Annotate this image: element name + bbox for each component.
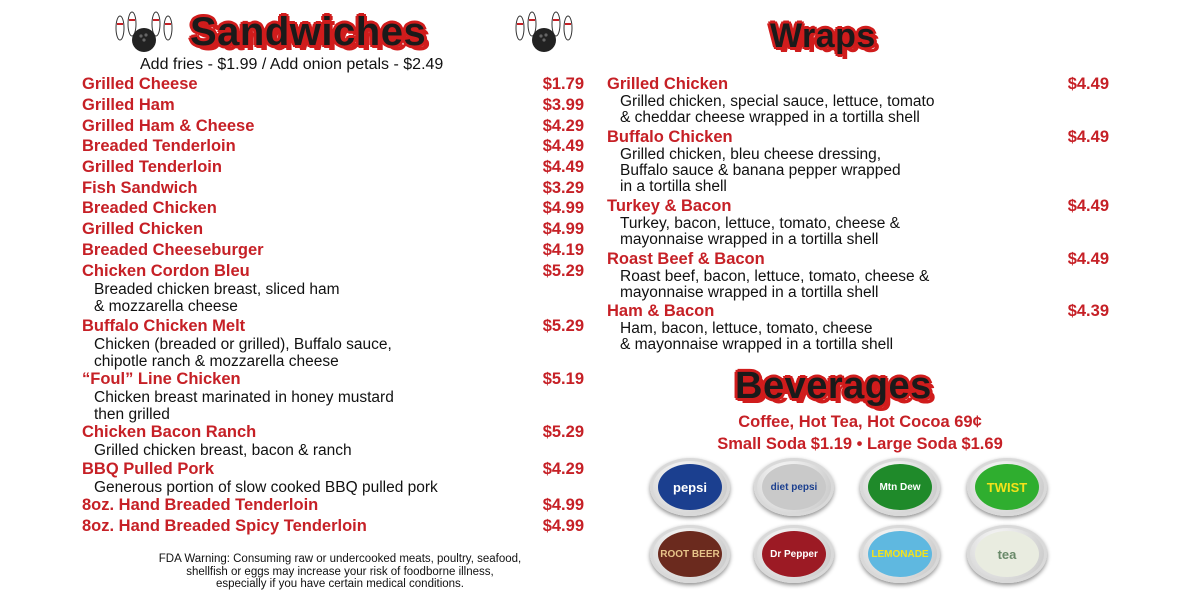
beverage-logo-text: tea (997, 546, 1017, 562)
beverage-logo-text: pepsi (673, 479, 707, 495)
sandwich-item-price: $4.99 (542, 517, 584, 535)
sandwich-item-price: $4.19 (542, 241, 584, 259)
wrap-item-price: $4.49 (1067, 197, 1109, 215)
sandwich-item-name: Grilled Ham & Cheese (82, 117, 255, 135)
beverage-logo-text: TWIST (986, 479, 1028, 495)
sandwich-item-price: $4.99 (542, 199, 584, 217)
root-beer-logo-label (658, 531, 722, 577)
sandwich-item-name: Grilled Tenderloin (82, 158, 222, 176)
fda-warning (80, 553, 600, 591)
sandwich-item-description: Generous portion of slow cooked BBQ pulled pork (94, 479, 438, 496)
sandwich-item-price: $4.29 (542, 460, 584, 478)
sandwich-item-price: $1.79 (542, 75, 584, 93)
beverages-heading: Beverages (735, 365, 932, 407)
dr-pepper-logo-icon (754, 525, 834, 583)
pepsi-logo-label (658, 464, 722, 510)
sandwich-item-description: Chicken breast marinated in honey mustard (94, 389, 394, 406)
wrap-item-description: Grilled chicken, special sauce, lettuce, tomato (620, 93, 935, 110)
wrap-item-name: Turkey & Bacon (607, 197, 732, 215)
root-beer-logo-icon (650, 525, 730, 583)
sandwich-item-name: 8oz. Hand Breaded Tenderloin (82, 496, 319, 514)
sandwich-item-name: Grilled Cheese (82, 75, 198, 93)
diet-pepsi-logo-label (762, 464, 826, 510)
sandwiches-subtitle: Add fries - $1.99 / Add onion petals - $2.49 (140, 56, 444, 73)
diet-pepsi-logo-icon (754, 458, 834, 516)
twist-logo-label (975, 464, 1039, 510)
sandwich-item-name: Buffalo Chicken Melt (82, 317, 246, 335)
sandwich-item-name: Fish Sandwich (82, 179, 198, 197)
sandwich-item-description: Chicken (breaded or grilled), Buffalo sauce, (94, 336, 392, 353)
tea-logo-icon (967, 525, 1047, 583)
soda-prices-line: Small Soda $1.19 • Large Soda $1.69 (717, 435, 1003, 453)
beverage-logo-text: diet pepsi (770, 481, 818, 493)
sandwich-item-price: $5.29 (542, 262, 584, 280)
fda-warning-line: FDA Warning: Consuming raw or undercooked meats, poultry, seafood, (158, 553, 522, 565)
sandwich-item-name: “Foul” Line Chicken (82, 370, 241, 388)
wrap-item-description: & mayonnaise wrapped in a tortilla shell (620, 336, 894, 353)
twist-logo-icon (967, 458, 1047, 516)
wrap-item-description: & cheddar cheese wrapped in a tortilla shell (620, 109, 920, 126)
sandwich-item-description: chipotle ranch & mozzarella cheese (94, 353, 339, 370)
pepsi-logo-icon (650, 458, 730, 516)
sandwich-item-price: $4.49 (542, 137, 584, 155)
wrap-item-price: $4.49 (1067, 128, 1109, 146)
wrap-item-description: Turkey, bacon, lettuce, tomato, cheese & (620, 215, 901, 232)
beverage-logo-text: ROOT BEER (660, 548, 720, 560)
tea-logo-label (975, 531, 1039, 577)
sandwich-item-name: 8oz. Hand Breaded Spicy Tenderloin (82, 517, 367, 535)
sandwich-item-name: Grilled Ham (82, 96, 175, 114)
wrap-item-description: Buffalo sauce & banana pepper wrapped (620, 162, 901, 179)
sandwich-item-price: $4.99 (542, 496, 584, 514)
wrap-item-name: Ham & Bacon (607, 302, 715, 320)
sandwich-item-description: & mozzarella cheese (94, 298, 238, 315)
beverage-logo-text: Dr Pepper (770, 548, 818, 560)
wrap-item-description: Ham, bacon, lettuce, tomato, cheese (620, 320, 873, 337)
sandwich-item-name: Breaded Tenderloin (82, 137, 236, 155)
wrap-item-description: mayonnaise wrapped in a tortilla shell (620, 231, 879, 248)
sandwich-item-description: Grilled chicken breast, bacon & ranch (94, 442, 352, 459)
wrap-item-price: $4.49 (1067, 250, 1109, 268)
fda-warning-line: shellfish or eggs may increase your risk of foodborne illness, (186, 565, 494, 578)
fda-warning-line: especially if you have certain medical conditions. (215, 578, 465, 590)
wrap-item-name: Buffalo Chicken (607, 128, 733, 146)
wrap-item-description: mayonnaise wrapped in a tortilla shell (620, 284, 879, 301)
wrap-item-name: Grilled Chicken (607, 75, 729, 93)
sandwich-item-description: Breaded chicken breast, sliced ham (94, 281, 340, 298)
sandwich-item-name: Chicken Bacon Ranch (82, 423, 257, 441)
sandwich-item-name: BBQ Pulled Pork (82, 460, 215, 478)
lemonade-logo-label (868, 531, 932, 577)
beverage-logo-text: Mtn Dew (879, 481, 921, 493)
sandwich-item-description: then grilled (94, 406, 170, 423)
wraps-heading: Wraps (770, 17, 876, 55)
sandwich-item-name: Breaded Chicken (82, 199, 217, 217)
sandwich-item-price: $5.29 (542, 317, 584, 335)
sandwich-item-name: Grilled Chicken (82, 220, 204, 238)
wrap-item-description: Roast beef, bacon, lettuce, tomato, cheese & (620, 268, 930, 285)
sandwich-item-price: $4.29 (542, 117, 584, 135)
wrap-item-description: Grilled chicken, bleu cheese dressing, (620, 146, 882, 163)
sandwich-item-price: $3.99 (542, 96, 584, 114)
sandwich-item-name: Chicken Cordon Bleu (82, 262, 250, 280)
hot-drinks-line: Coffee, Hot Tea, Hot Cocoa 69¢ (738, 413, 982, 431)
sandwich-item-price: $4.49 (542, 158, 584, 176)
sandwich-item-price: $4.99 (542, 220, 584, 238)
mountain-dew-logo-icon (860, 458, 940, 516)
beverage-logo-text: LEMONADE (871, 548, 929, 560)
bowling-pins-icon (108, 10, 178, 56)
sandwich-item-price: $3.29 (542, 179, 584, 197)
sandwich-item-name: Breaded Cheeseburger (82, 241, 264, 259)
wrap-item-price: $4.39 (1067, 302, 1109, 320)
wrap-item-description: in a tortilla shell (620, 178, 727, 195)
sandwich-item-price: $5.19 (542, 370, 584, 388)
wrap-item-name: Roast Beef & Bacon (607, 250, 765, 268)
bowling-pins-icon (508, 10, 578, 56)
sandwich-item-price: $5.29 (542, 423, 584, 441)
lemonade-logo-icon (860, 525, 940, 583)
dr-pepper-logo-label (762, 531, 826, 577)
wrap-item-price: $4.49 (1067, 75, 1109, 93)
mountain-dew-logo-label (868, 464, 932, 510)
sandwiches-heading: Sandwiches (190, 10, 427, 54)
